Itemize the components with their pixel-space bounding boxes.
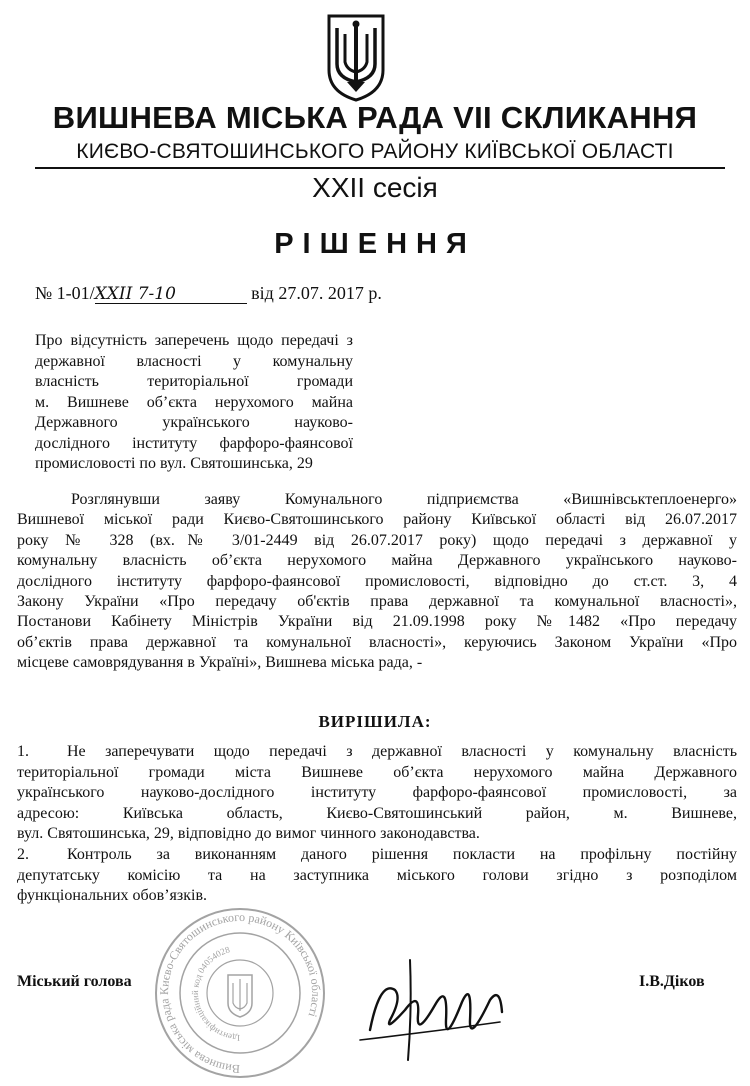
signatory-position: Міський голова	[17, 973, 132, 990]
item-number: 2.	[17, 845, 29, 863]
preamble-line: Закону України «Про передачу об'єктів права державної та комунальної власності»,	[17, 593, 737, 611]
preamble	[17, 490, 737, 674]
item-line: вул. Святошинська, 29, відповідно до вимог чинного законодавства.	[17, 825, 480, 843]
item-line	[17, 742, 737, 763]
council-title: ВИШНЕВА МІСЬКА РАДА VII СКЛИКАННЯ	[52, 100, 698, 135]
stamp-outer-text: Вишнева міська рада Києво-Святошинського району Київської області	[156, 909, 324, 1077]
decision-items	[17, 742, 737, 907]
number-handwritten: XXII 7-10	[95, 285, 247, 304]
subject-line: Державного українського науково-	[35, 414, 353, 431]
coat-of-arms-icon	[325, 12, 387, 102]
stamp-inner-text: Ідентифікаційний код 04054028	[190, 944, 241, 1044]
preamble-line: місцеве самоврядування в Україні», Вишнева міська рада, -	[17, 654, 423, 672]
preamble-line: Вишневої міської ради Києво-Святошинського району Київської області від 26.07.2017	[17, 511, 737, 529]
decision-date: від 27.07. 2017 р.	[251, 283, 382, 303]
session-title: ХХІІ сесія	[312, 172, 438, 203]
subject-line: Про відсутність заперечень щодо передачі з	[35, 332, 353, 349]
subject-line: промисловості по вул. Святошинська, 29	[35, 455, 313, 472]
subject-line: державної власності у комунальну	[35, 352, 353, 370]
official-stamp	[140, 905, 340, 1080]
preamble-line: об’єктів права державної та комунальної власності», керуючись Законом України «Про	[17, 633, 737, 651]
preamble-line: Розглянувши заяву Комунального підприємства «Вишнівськтеплоенерго»	[71, 491, 737, 508]
item-line	[17, 845, 737, 866]
item-text: Не заперечувати щодо передачі з державної власності у комунальну власність	[67, 743, 737, 760]
district-title: КИЄВО-СВЯТОШИНСЬКОГО РАЙОНУ КИЇВСЬКОЇ ОБЛАСТІ	[76, 140, 674, 163]
document-type: РІШЕННЯ	[274, 228, 476, 260]
item-text: Контроль за виконанням даного рішення покласти на профільну постійну	[67, 845, 737, 863]
subject-line: м. Вишневе об’єкта нерухомого майна	[35, 393, 353, 411]
subject-line: власність територіальної громади	[35, 373, 353, 390]
preamble-line: комунальну власність об’єкта нерухомого майна Державного українського науково-	[17, 552, 737, 570]
signatory-name: І.В.Діков	[639, 973, 705, 990]
number-prefix: № 1-01/	[35, 283, 95, 303]
item-line: функціональних обов’язків.	[17, 887, 207, 905]
item-number: 1.	[17, 743, 29, 760]
decided-heading: ВИРІШИЛА:	[318, 712, 432, 731]
decision-subject	[35, 331, 353, 475]
preamble-line: дослідного інституту фарфоро-фаянсової промисловості, відповідно до ст.ст. 3, 4	[17, 572, 737, 590]
item-line: територіальної громади міста Вишневе об’єкта нерухомого майна Державного	[17, 763, 737, 781]
item-line: адресою: Київська область, Києво-Святошинський район, м. Вишневе,	[17, 804, 737, 822]
item-line: депутатську комісію та на заступника міського голови згідно з розподілом	[17, 866, 737, 884]
header-divider	[35, 167, 725, 169]
subject-line: дослідного інституту фарфоро-фаянсової	[35, 434, 353, 452]
preamble-line: Постанови Кабінету Міністрів України від 21.09.1998 року №1482 «Про передачу	[17, 613, 737, 631]
item-line: українського науково-дослідного інституту фарфоро-фаянсової промисловості, за	[17, 784, 737, 802]
decision-number	[35, 283, 382, 304]
preamble-line: року № 328 (вх.№ 3/01-2449 від 26.07.2017 року) щодо передачі з державної у	[17, 531, 737, 549]
signature-icon	[350, 920, 580, 1070]
